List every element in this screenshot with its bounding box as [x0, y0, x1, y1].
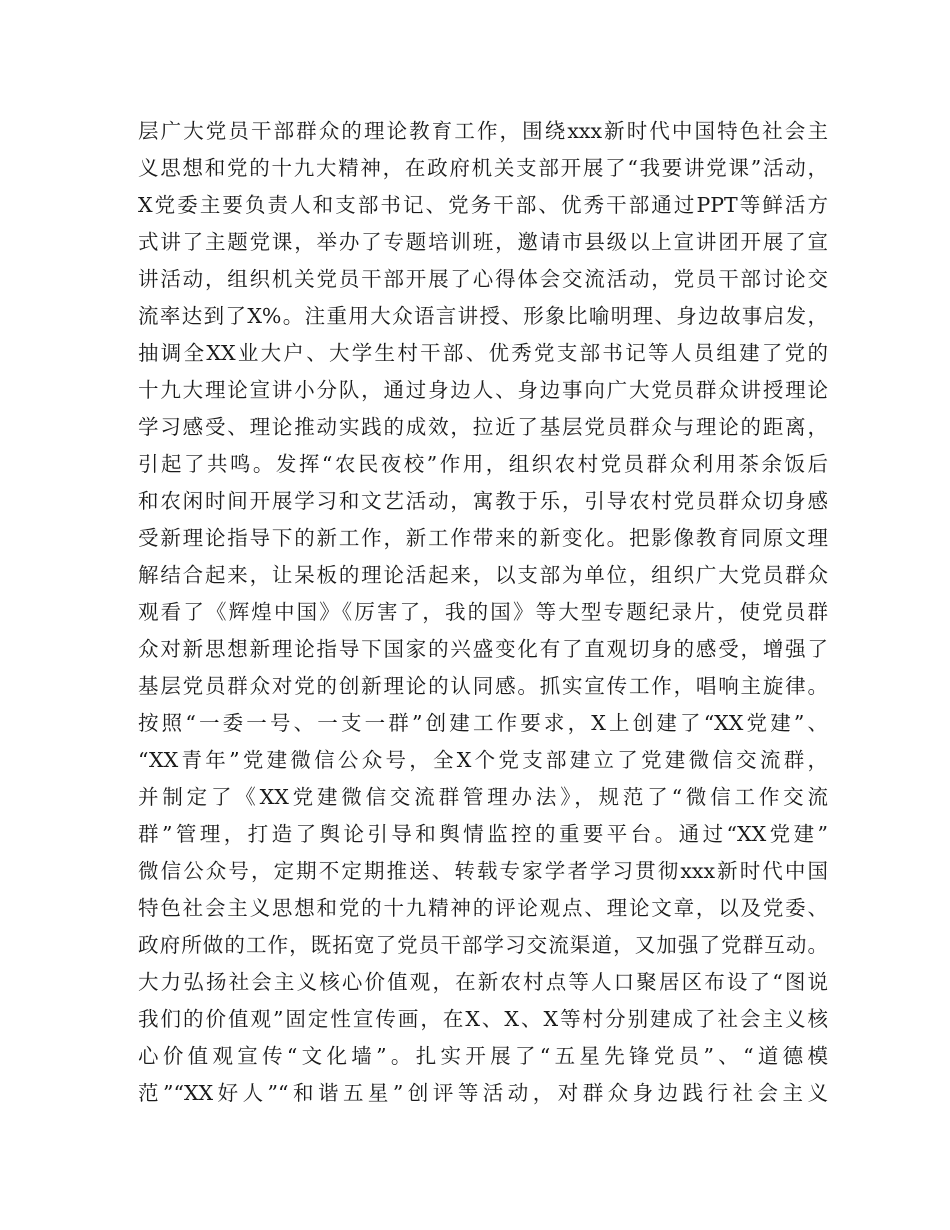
text-line: “XX青年”党建微信公众号，全X个党支部建立了党建微信交流群，: [138, 748, 828, 772]
text-line: 引起了共鸣。发挥“农民夜校”作用，组织农村党员群众利用茶余饭后: [138, 452, 828, 476]
text-line: 受新理论指导下的新工作，新工作带来的新变化。把影像教育同原文理: [138, 526, 828, 550]
text-line: 讲活动，组织机关党员干部开展了心得体会交流活动，党员干部讨论交: [138, 267, 828, 291]
text-line: 观看了《辉煌中国》《厉害了，我的国》等大型专题纪录片，使党员群: [138, 600, 828, 624]
text-line: 群”管理，打造了舆论引导和舆情监控的重要平台。通过“XX党建”: [138, 822, 828, 846]
text-line: 范”“XX好人”“和谐五星”创评等活动，对群众身边践行社会主义: [138, 1081, 828, 1105]
text-line: 义思想和党的十九大精神，在政府机关支部开展了“我要讲党课”活动，: [138, 156, 828, 180]
text-line: 按照“一委一号、一支一群”创建工作要求，X上创建了“XX党建”、: [138, 711, 828, 735]
text-line: 式讲了主题党课，举办了专题培训班，邀请市县级以上宣讲团开展了宣: [138, 230, 828, 254]
text-line: 并制定了《XX党建微信交流群管理办法》，规范了“微信工作交流: [138, 785, 828, 809]
text-line: 十九大理论宣讲小分队，通过身边人、身边事向广大党员群众讲授理论: [138, 378, 828, 402]
text-line: 层广大党员干部群众的理论教育工作，围绕xxx新时代中国特色社会主: [138, 119, 828, 143]
text-line: 基层党员群众对党的创新理论的认同感。抓实宣传工作，唱响主旋律。: [138, 674, 828, 698]
text-line: 学习感受、理论推动实践的成效，拉近了基层党员群众与理论的距离，: [138, 415, 828, 439]
document-body: [138, 113, 828, 1112]
text-line: 和农闲时间开展学习和文艺活动，寓教于乐，引导农村党员群众切身感: [138, 489, 828, 513]
text-line: 抽调全XX业大户、大学生村干部、优秀党支部书记等人员组建了党的: [138, 341, 828, 365]
text-line: 微信公众号，定期不定期推送、转载专家学者学习贯彻xxx新时代中国: [138, 859, 828, 883]
text-line: 特色社会主义思想和党的十九精神的评论观点、理论文章，以及党委、: [138, 896, 828, 920]
text-line: 大力弘扬社会主义核心价值观，在新农村点等人口聚居区布设了“图说: [138, 970, 828, 994]
text-line: 众对新思想新理论指导下国家的兴盛变化有了直观切身的感受，增强了: [138, 637, 828, 661]
text-line: 流率达到了X%。注重用大众语言讲授、形象比喻明理、身边故事启发，: [138, 304, 828, 328]
text-line: 心价值观宣传“文化墙”。扎实开展了“五星先锋党员”、“道德模: [138, 1044, 828, 1068]
text-line: 解结合起来，让呆板的理论活起来，以支部为单位，组织广大党员群众: [138, 563, 828, 587]
text-line: 政府所做的工作，既拓宽了党员干部学习交流渠道，又加强了党群互动。: [138, 933, 828, 957]
text-line: 我们的价值观”固定性宣传画，在X、X、X等村分别建成了社会主义核: [138, 1007, 828, 1031]
text-line: X党委主要负责人和支部书记、党务干部、优秀干部通过PPT等鲜活方: [138, 193, 828, 217]
